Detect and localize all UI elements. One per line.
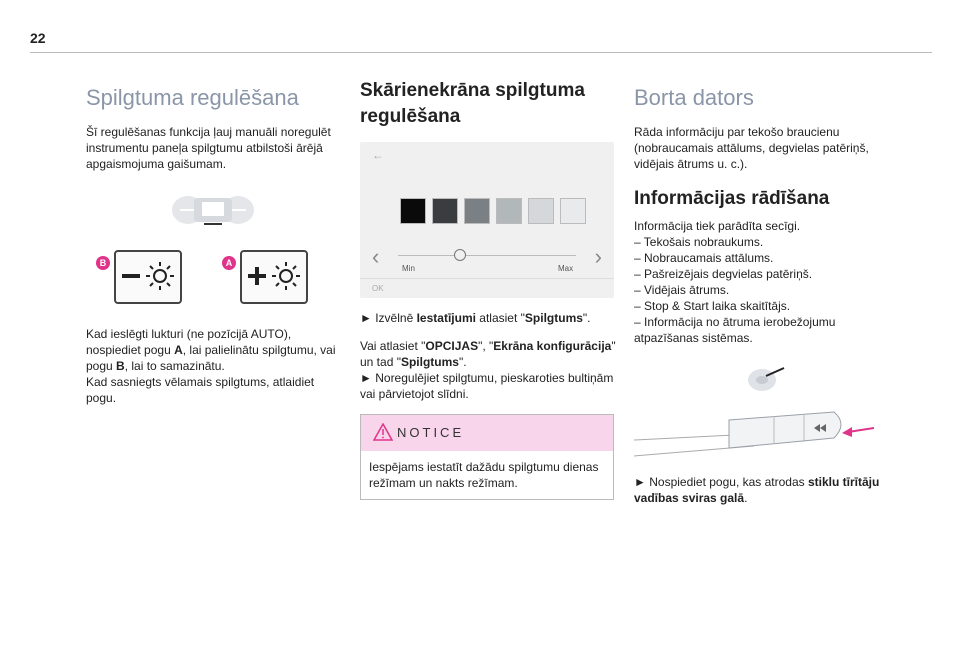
text: ". <box>582 311 591 325</box>
step-adjust <box>360 370 618 402</box>
step-options <box>360 338 618 370</box>
bullet-arrow-icon: ► <box>634 475 646 489</box>
text: , lai to samazinātu. <box>124 359 225 373</box>
list-item: – Nobraucamais attālums. <box>634 251 774 265</box>
text: Izvēlnē <box>371 311 417 325</box>
text: ". <box>458 355 467 369</box>
notice-box <box>360 414 614 500</box>
text: Vai atlasiet " <box>360 339 426 353</box>
section-title-touchscreen: Skārienekrāna spilgtuma regulēšana <box>360 80 585 127</box>
text: Noregulējiet spilgtumu, pieskaroties bultiņām vai pārvietojot slīdni. <box>360 371 614 401</box>
brightness-illustration <box>86 186 346 386</box>
text: atlasiet " <box>475 311 525 325</box>
text: ", " <box>478 339 494 353</box>
text-bold: A <box>174 343 183 357</box>
brightness-plus-button <box>240 250 308 304</box>
notice-title: NOTICE <box>397 425 465 440</box>
brightness-swatch[interactable] <box>560 198 586 224</box>
column-trip-computer <box>634 78 896 506</box>
brightness-release: Kad sasniegts vēlamais spilgtums, atlaidiet pogu. <box>86 375 315 405</box>
text: Nospiediet pogu, kas atrodas <box>645 475 808 489</box>
list-item: – Vidējais ātrums. <box>634 283 730 297</box>
brightness-swatch[interactable] <box>432 198 458 224</box>
text: . <box>744 491 748 505</box>
brightness-swatch[interactable] <box>464 198 490 224</box>
step-settings <box>360 310 618 326</box>
list-item: – Informācija no ātruma ierobežojumu atpazīšanas sistēmas. <box>634 315 836 345</box>
trip-computer-intro: Rāda informāciju par tekošo braucienu (nobraucamais attālums, degvielas patēriņš, vidējais ātrums u. c.). <box>634 125 869 171</box>
column-touchscreen <box>360 78 618 500</box>
controls-illustration <box>634 350 896 460</box>
text-bold: Ekrāna konfigurācija <box>493 339 612 353</box>
text: , lai palielinātu spilgtumu, vai pogu <box>86 343 336 373</box>
text-bold: Spilgtums <box>524 311 583 325</box>
brightness-minus-button <box>114 250 182 304</box>
slider-max-label: Max <box>558 264 574 273</box>
text-bold: stiklu tīrītāju vadības sviras galā <box>634 475 880 505</box>
brightness-swatch[interactable] <box>496 198 522 224</box>
bullet-arrow-icon: ► <box>360 311 372 325</box>
text-bold: B <box>116 359 125 373</box>
display-intro: Informācija tiek parādīta secīgi. <box>634 219 801 233</box>
top-divider <box>30 52 932 53</box>
slider-min-label: Min <box>402 264 415 273</box>
brightness-slider-knob <box>454 249 466 261</box>
badge-b: B <box>96 256 110 270</box>
notice-content <box>361 451 613 499</box>
column-brightness <box>86 78 346 406</box>
brightness-slider-track <box>398 255 576 256</box>
text: " un tad " <box>360 339 616 369</box>
chevron-left-icon: ‹ <box>372 244 380 269</box>
text-bold: OPCIJAS <box>425 339 479 353</box>
brightness-intro: Šī regulēšanas funkcija ļauj manuāli noregulēt instrumentu paneļa spilgtumu atbilstoši ārējā apgaismojuma gaišumam. <box>86 125 331 171</box>
screen-divider <box>360 278 614 279</box>
back-arrow-icon: ← <box>372 148 384 162</box>
ok-label: OK <box>372 284 384 293</box>
touchscreen-mockup <box>360 142 614 298</box>
notice-header <box>361 415 613 451</box>
list-item: – Tekošais nobraukums. <box>634 235 764 249</box>
brightness-swatch[interactable] <box>400 198 426 224</box>
press-instruction <box>634 474 896 506</box>
badge-a: A <box>222 256 236 270</box>
bullet-arrow-icon: ► <box>360 371 372 385</box>
text-bold: Spilgtums <box>400 355 459 369</box>
text: Kad ieslēgti lukturi (ne pozīcijā AUTO), nospiediet pogu <box>86 327 292 357</box>
minus-brightness-icon <box>116 252 180 302</box>
section-subtitle-display: Informācijas rādīšana <box>634 188 830 209</box>
chevron-right-icon: › <box>594 244 602 269</box>
spacer <box>360 326 618 338</box>
brightness-swatch[interactable] <box>528 198 554 224</box>
dashboard-cluster-icon <box>170 192 256 228</box>
page-number: 22 <box>30 30 46 46</box>
notice-text: Iespējams iestatīt dažādu spilgtumu dienas režīmam un nakts režīmam. <box>369 460 599 490</box>
steering-wheel-icon <box>746 364 786 394</box>
warning-triangle-icon <box>373 423 393 441</box>
list-item: – Stop & Start laika skaitītājs. <box>634 299 791 313</box>
list-item: – Pašreizējais degvielas patēriņš. <box>634 267 813 281</box>
press-arrow-icon <box>842 422 874 442</box>
wiper-stalk-icon <box>634 400 874 460</box>
text-bold: Iestatījumi <box>416 311 476 325</box>
plus-brightness-icon <box>242 252 306 302</box>
section-title-trip-computer: Borta dators <box>634 85 754 110</box>
section-title-brightness: Spilgtuma regulēšana <box>86 85 299 110</box>
